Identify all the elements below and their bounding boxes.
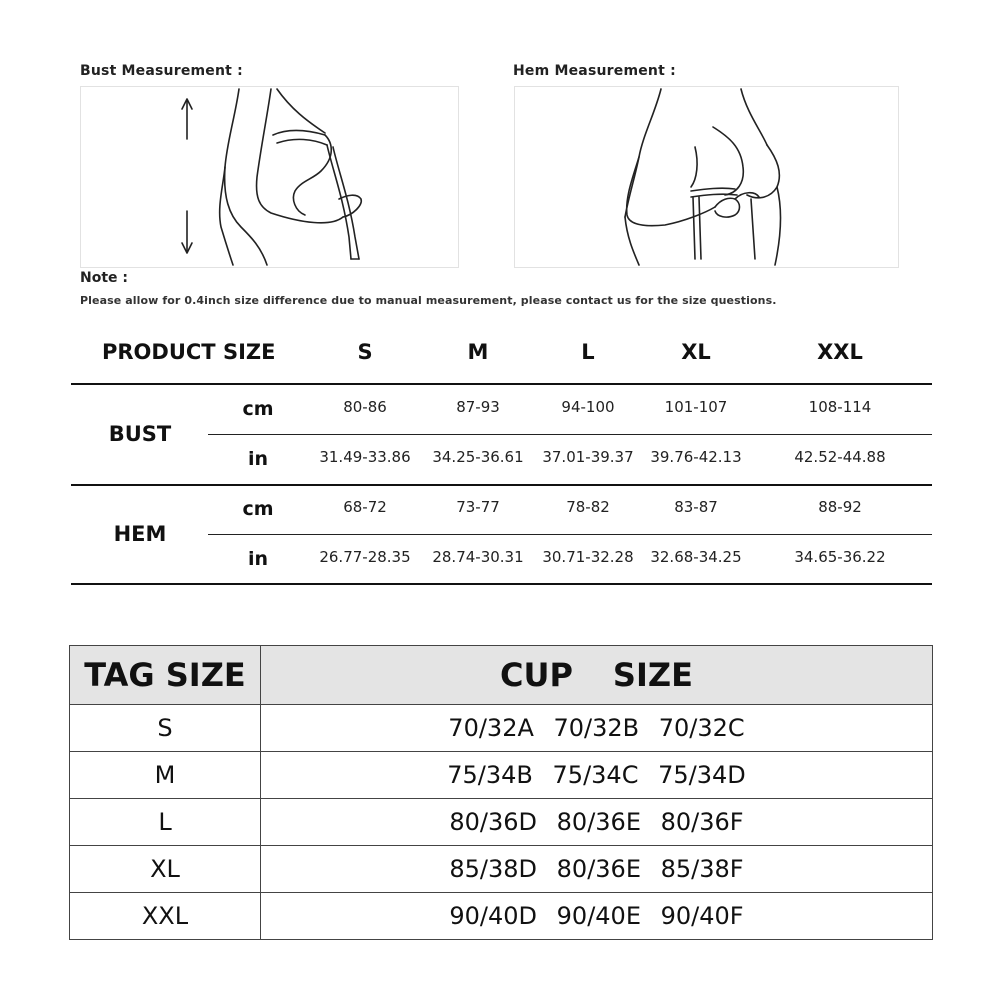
size-header-m: M (467, 340, 489, 364)
bust-cm-m: 87-93 (456, 398, 500, 416)
table-rule (71, 484, 932, 486)
bust-in-xxl: 42.52-44.88 (794, 448, 886, 466)
note-title: Note : (80, 270, 128, 286)
bust-measurement-caption: Bust Measurement : (80, 63, 243, 79)
tag-size-header: TAG SIZE (70, 646, 261, 705)
table-divider (208, 434, 932, 435)
cup-table-header-row (70, 646, 933, 705)
tag-size-cell: XXL (70, 893, 261, 940)
hem-cm-xxl: 88-92 (818, 498, 862, 516)
hem-in-xxl: 34.65-36.22 (794, 548, 886, 566)
table-row (70, 846, 933, 893)
hem-cm-m: 73-77 (456, 498, 500, 516)
tag-size-cell: M (70, 752, 261, 799)
hem-in-m: 28.74-30.31 (432, 548, 524, 566)
hem-in-l: 30.71-32.28 (542, 548, 634, 566)
cup-size-header: CUP SIZE (261, 646, 933, 705)
hem-in-unit: in (247, 548, 269, 570)
table-divider (208, 534, 932, 535)
hem-measurement-illustration (514, 86, 899, 268)
product-size-header: PRODUCT SIZE (102, 340, 276, 364)
size-header-s: S (357, 340, 373, 364)
cup-size-cell: 80/36D 80/36E 80/36F (261, 799, 933, 846)
bust-in-l: 37.01-39.37 (542, 448, 634, 466)
hem-cm-unit: cm (242, 498, 274, 520)
tag-size-cell: S (70, 705, 261, 752)
bust-in-s: 31.49-33.86 (319, 448, 411, 466)
tag-size-cell: L (70, 799, 261, 846)
bust-in-m: 34.25-36.61 (432, 448, 524, 466)
cup-size-table (69, 645, 933, 940)
bust-cm-unit: cm (242, 398, 274, 420)
size-header-xl: XL (681, 340, 711, 364)
hem-cm-xl: 83-87 (674, 498, 718, 516)
table-rule (71, 583, 932, 585)
tag-size-cell: XL (70, 846, 261, 893)
cup-size-cell: 70/32A 70/32B 70/32C (261, 705, 933, 752)
bust-cm-xxl: 108-114 (808, 398, 872, 416)
cup-size-cell: 90/40D 90/40E 90/40F (261, 893, 933, 940)
table-row (70, 893, 933, 940)
hem-measurement-caption: Hem Measurement : (513, 63, 676, 79)
size-header-xxl: XXL (817, 340, 863, 364)
table-rule (71, 383, 932, 385)
size-header-l: L (581, 340, 595, 364)
hem-cm-l: 78-82 (566, 498, 610, 516)
bust-cm-xl: 101-107 (664, 398, 728, 416)
note-text: Please allow for 0.4inch size difference due to manual measurement, please contact us for the size questions. (80, 294, 777, 307)
table-row (70, 752, 933, 799)
bust-in-unit: in (247, 448, 269, 470)
bust-cm-s: 80-86 (343, 398, 387, 416)
hem-in-xl: 32.68-34.25 (650, 548, 742, 566)
bust-in-xl: 39.76-42.13 (650, 448, 742, 466)
table-row (70, 705, 933, 752)
table-row (70, 799, 933, 846)
hem-in-s: 26.77-28.35 (319, 548, 411, 566)
hem-cm-s: 68-72 (343, 498, 387, 516)
cup-size-cell: 75/34B 75/34C 75/34D (261, 752, 933, 799)
cup-size-cell: 85/38D 80/36E 85/38F (261, 846, 933, 893)
bust-group-label: BUST (108, 422, 172, 446)
bust-measurement-illustration (80, 86, 459, 268)
hem-group-label: HEM (113, 522, 167, 546)
bust-cm-l: 94-100 (561, 398, 615, 416)
